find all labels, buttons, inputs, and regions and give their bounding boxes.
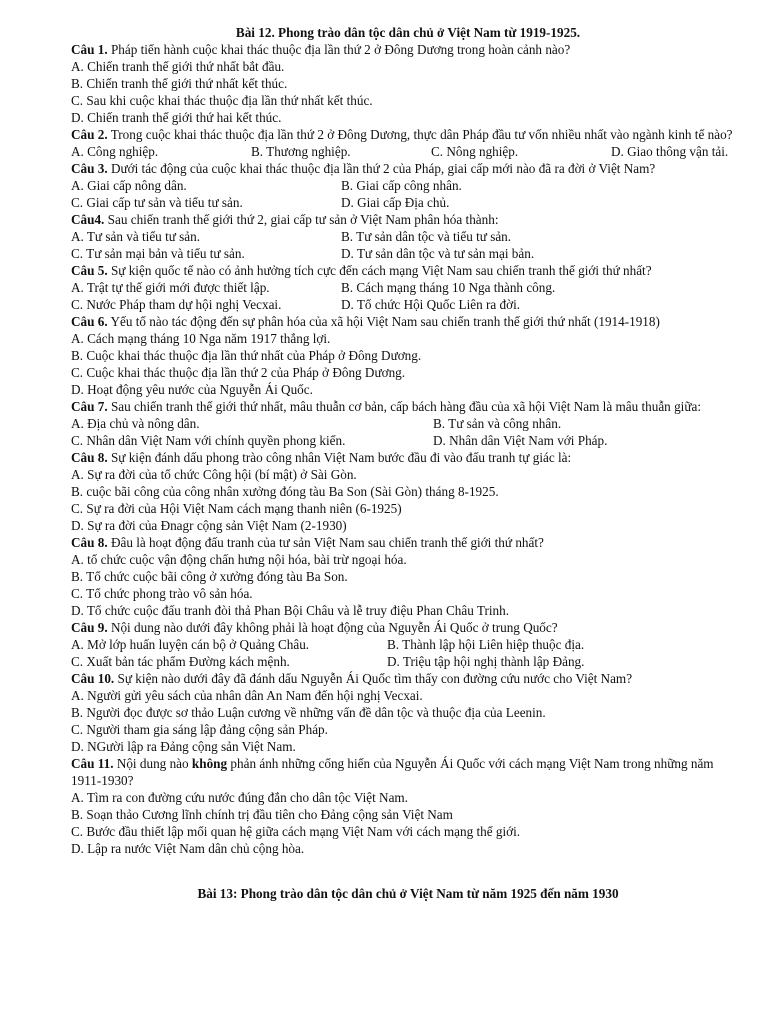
option: A. Sự ra đời của tổ chức Công hội (bí mật) ở Sài Gòn. bbox=[71, 467, 357, 482]
option: B. Thương nghiệp. bbox=[251, 144, 351, 159]
option: A. Tìm ra con đường cứu nước đúng đắn cho dân tộc Việt Nam. bbox=[71, 790, 408, 805]
option: D. Tổ chức Hội Quốc Liên ra đời. bbox=[341, 297, 521, 312]
question-5: Câu 5. Sự kiện quốc tế nào có ảnh hưởng tích cực đến cách mạng Việt Nam sau chiến tranh thế giới thứ nhất? bbox=[71, 263, 652, 278]
option: D. Giao thông vận tải. bbox=[611, 144, 729, 159]
option: B. Người đọc được sơ thảo Luận cương về những vấn đề dân tộc và thuộc địa của Leenin. bbox=[71, 705, 546, 720]
option: C. Tư sản mại bản và tiểu tư sản. bbox=[71, 246, 245, 261]
options-row bbox=[71, 279, 745, 296]
option: B. Cách mạng tháng 10 Nga thành công. bbox=[341, 280, 556, 295]
option: C. Bước đầu thiết lập mối quan hệ giữa cách mạng Việt Nam với cách mạng thế giới. bbox=[71, 824, 521, 839]
option: C. Sau khi cuộc khai thác thuộc địa lần thứ nhất kết thúc. bbox=[71, 93, 373, 108]
option: D. Hoạt động yêu nước của Nguyễn Ái Quốc. bbox=[71, 382, 313, 397]
option: A. Mở lớp huấn luyện cán bộ ở Quảng Châu. bbox=[71, 637, 310, 652]
option: A. Chiến tranh thế giới thứ nhất bắt đầu. bbox=[71, 59, 285, 74]
option: B. Tư sản dân tộc và tiểu tư sản. bbox=[341, 229, 512, 244]
lesson-title: Bài 12. Phong trào dân tộc dân chủ ở Việt Nam từ 1919-1925. bbox=[235, 25, 581, 40]
option: B. Cuộc khai thác thuộc địa lần thứ nhất của Pháp ở Đông Dương. bbox=[71, 348, 422, 363]
option: B. Soạn thảo Cương lĩnh chính trị đầu tiên cho Đảng cộng sản Việt Nam bbox=[71, 807, 453, 822]
option: D. Triệu tập hội nghị thành lập Đảng. bbox=[387, 654, 585, 669]
option: C. Xuất bản tác phẩm Đường kách mệnh. bbox=[71, 654, 290, 669]
option: C. Cuộc khai thác thuộc địa lần thứ 2 của Pháp ở Đông Dương. bbox=[71, 365, 406, 380]
option: A. Cách mạng tháng 10 Nga năm 1917 thắng lợi. bbox=[71, 331, 331, 346]
option: C. Nước Pháp tham dự hội nghị Vecxai. bbox=[71, 297, 282, 312]
question-3: Câu 3. Dưới tác động của cuộc khai thác thuộc địa lần thứ 2 của Pháp, giai cấp mới nào đã ra đời ở Việt Nam? bbox=[71, 161, 656, 176]
option: B. cuộc bãi công của công nhân xưởng đóng tàu Ba Son (Sài Gòn) tháng 8-1925. bbox=[71, 484, 499, 499]
option: A. Người gửi yêu sách của nhân dân An Nam đến hội nghị Vecxai. bbox=[71, 688, 423, 703]
option: D. Lập ra nước Việt Nam dân chủ cộng hòa. bbox=[71, 841, 305, 856]
lesson-title-next: Bài 13: Phong trào dân tộc dân chủ ở Việt Nam từ năm 1925 đến năm 1930 bbox=[197, 886, 619, 901]
document-page bbox=[71, 24, 745, 902]
option: A. Tư sản và tiểu tư sản. bbox=[71, 229, 201, 244]
options-row bbox=[71, 432, 745, 449]
options-row bbox=[71, 415, 745, 432]
option: A. Công nghiệp. bbox=[71, 144, 159, 159]
question-8b: Câu 8. Đâu là hoạt động đấu tranh của tư sản Việt Nam sau chiến tranh thế giới thứ nhất? bbox=[71, 535, 544, 550]
option: C. Giai cấp tư sản và tiểu tư sản. bbox=[71, 195, 243, 210]
options-row bbox=[71, 228, 745, 245]
option: C. Tổ chức phong trào vô sản hóa. bbox=[71, 586, 253, 601]
question-6: Câu 6. Yếu tố nào tác động đến sự phân hóa của xã hội Việt Nam sau chiến tranh thế giới thứ nhất (1914-1918) bbox=[71, 314, 660, 329]
options-row bbox=[71, 194, 745, 211]
option: C. Nhân dân Việt Nam với chính quyền phong kiến. bbox=[71, 433, 346, 448]
option: D. NGười lập ra Đảng cộng sản Việt Nam. bbox=[71, 739, 296, 754]
question-7: Câu 7. Sau chiến tranh thế giới thứ nhất, mâu thuẫn cơ bản, cấp bách hàng đầu của xã hội Việt Nam là mâu thuẫn giữa: bbox=[71, 399, 701, 414]
option: B. Giai cấp công nhân. bbox=[341, 178, 462, 193]
option: A. Trật tự thế giới mới được thiết lập. bbox=[71, 280, 270, 295]
option: D. Giai cấp Địa chủ. bbox=[341, 195, 450, 210]
options-row bbox=[71, 143, 745, 160]
option: D. Tổ chức cuộc đấu tranh đòi thả Phan Bội Châu và lễ truy điệu Phan Châu Trinh. bbox=[71, 603, 510, 618]
option: B. Thành lập hội Liên hiệp thuộc địa. bbox=[387, 637, 585, 652]
options-row bbox=[71, 245, 745, 262]
option: A. tổ chức cuộc vận động chấn hưng nội hóa, bài trừ ngoại hóa. bbox=[71, 552, 407, 567]
option: C. Nông nghiệp. bbox=[431, 144, 519, 159]
option: D. Chiến tranh thế giới thứ hai kết thúc. bbox=[71, 110, 282, 125]
question-9: Câu 9. Nội dung nào dưới đây không phải là hoạt động của Nguyễn Ái Quốc ở trung Quốc? bbox=[71, 620, 558, 635]
option: D. Nhân dân Việt Nam với Pháp. bbox=[433, 433, 608, 448]
options-row bbox=[71, 636, 745, 653]
question-11: Câu 11. Nội dung nào không phản ánh những cống hiến của Nguyễn Ái Quốc với cách mạng Việt Nam trong những năm 1911-1930? bbox=[71, 756, 714, 788]
question-2: Câu 2. Trong cuộc khai thác thuộc địa lần thứ 2 ở Đông Dương, thực dân Pháp đầu tư vốn nhiều nhất vào ngành kinh tế nào? bbox=[71, 127, 733, 142]
option: A. Địa chủ và nông dân. bbox=[71, 416, 200, 431]
question-1: Câu 1. Pháp tiến hành cuộc khai thác thuộc địa lần thứ 2 ở Đông Dương trong hoàn cảnh nào? bbox=[71, 42, 571, 57]
question-10: Câu 10. Sự kiện nào dưới đây đã đánh dấu Nguyễn Ái Quốc tìm thấy con đường cứu nước cho Việt Nam? bbox=[71, 671, 633, 686]
option: C. Sự ra đời của Hội Việt Nam cách mạng thanh niên (6-1925) bbox=[71, 501, 402, 516]
option: D. Tư sản dân tộc và tư sản mại bản. bbox=[341, 246, 535, 261]
option: C. Người tham gia sáng lập đảng cộng sản Pháp. bbox=[71, 722, 328, 737]
options-row bbox=[71, 177, 745, 194]
options-row bbox=[71, 296, 745, 313]
option: D. Sự ra đời của Đnagr cộng sản Việt Nam (2-1930) bbox=[71, 518, 347, 533]
question-8: Câu 8. Sự kiện đánh dấu phong trào công nhân Việt Nam bước đầu đi vào đấu tranh tự giác là: bbox=[71, 450, 572, 465]
question-4: Câu4. Sau chiến tranh thế giới thứ 2, giai cấp tư sản ở Việt Nam phân hóa thành: bbox=[71, 212, 499, 227]
option: A. Giai cấp nông dân. bbox=[71, 178, 187, 193]
option: B. Tư sản và công nhân. bbox=[433, 416, 562, 431]
options-row bbox=[71, 653, 745, 670]
option: B. Chiến tranh thế giới thứ nhất kết thúc. bbox=[71, 76, 288, 91]
option: B. Tổ chức cuộc bãi công ở xưởng đóng tàu Ba Son. bbox=[71, 569, 348, 584]
